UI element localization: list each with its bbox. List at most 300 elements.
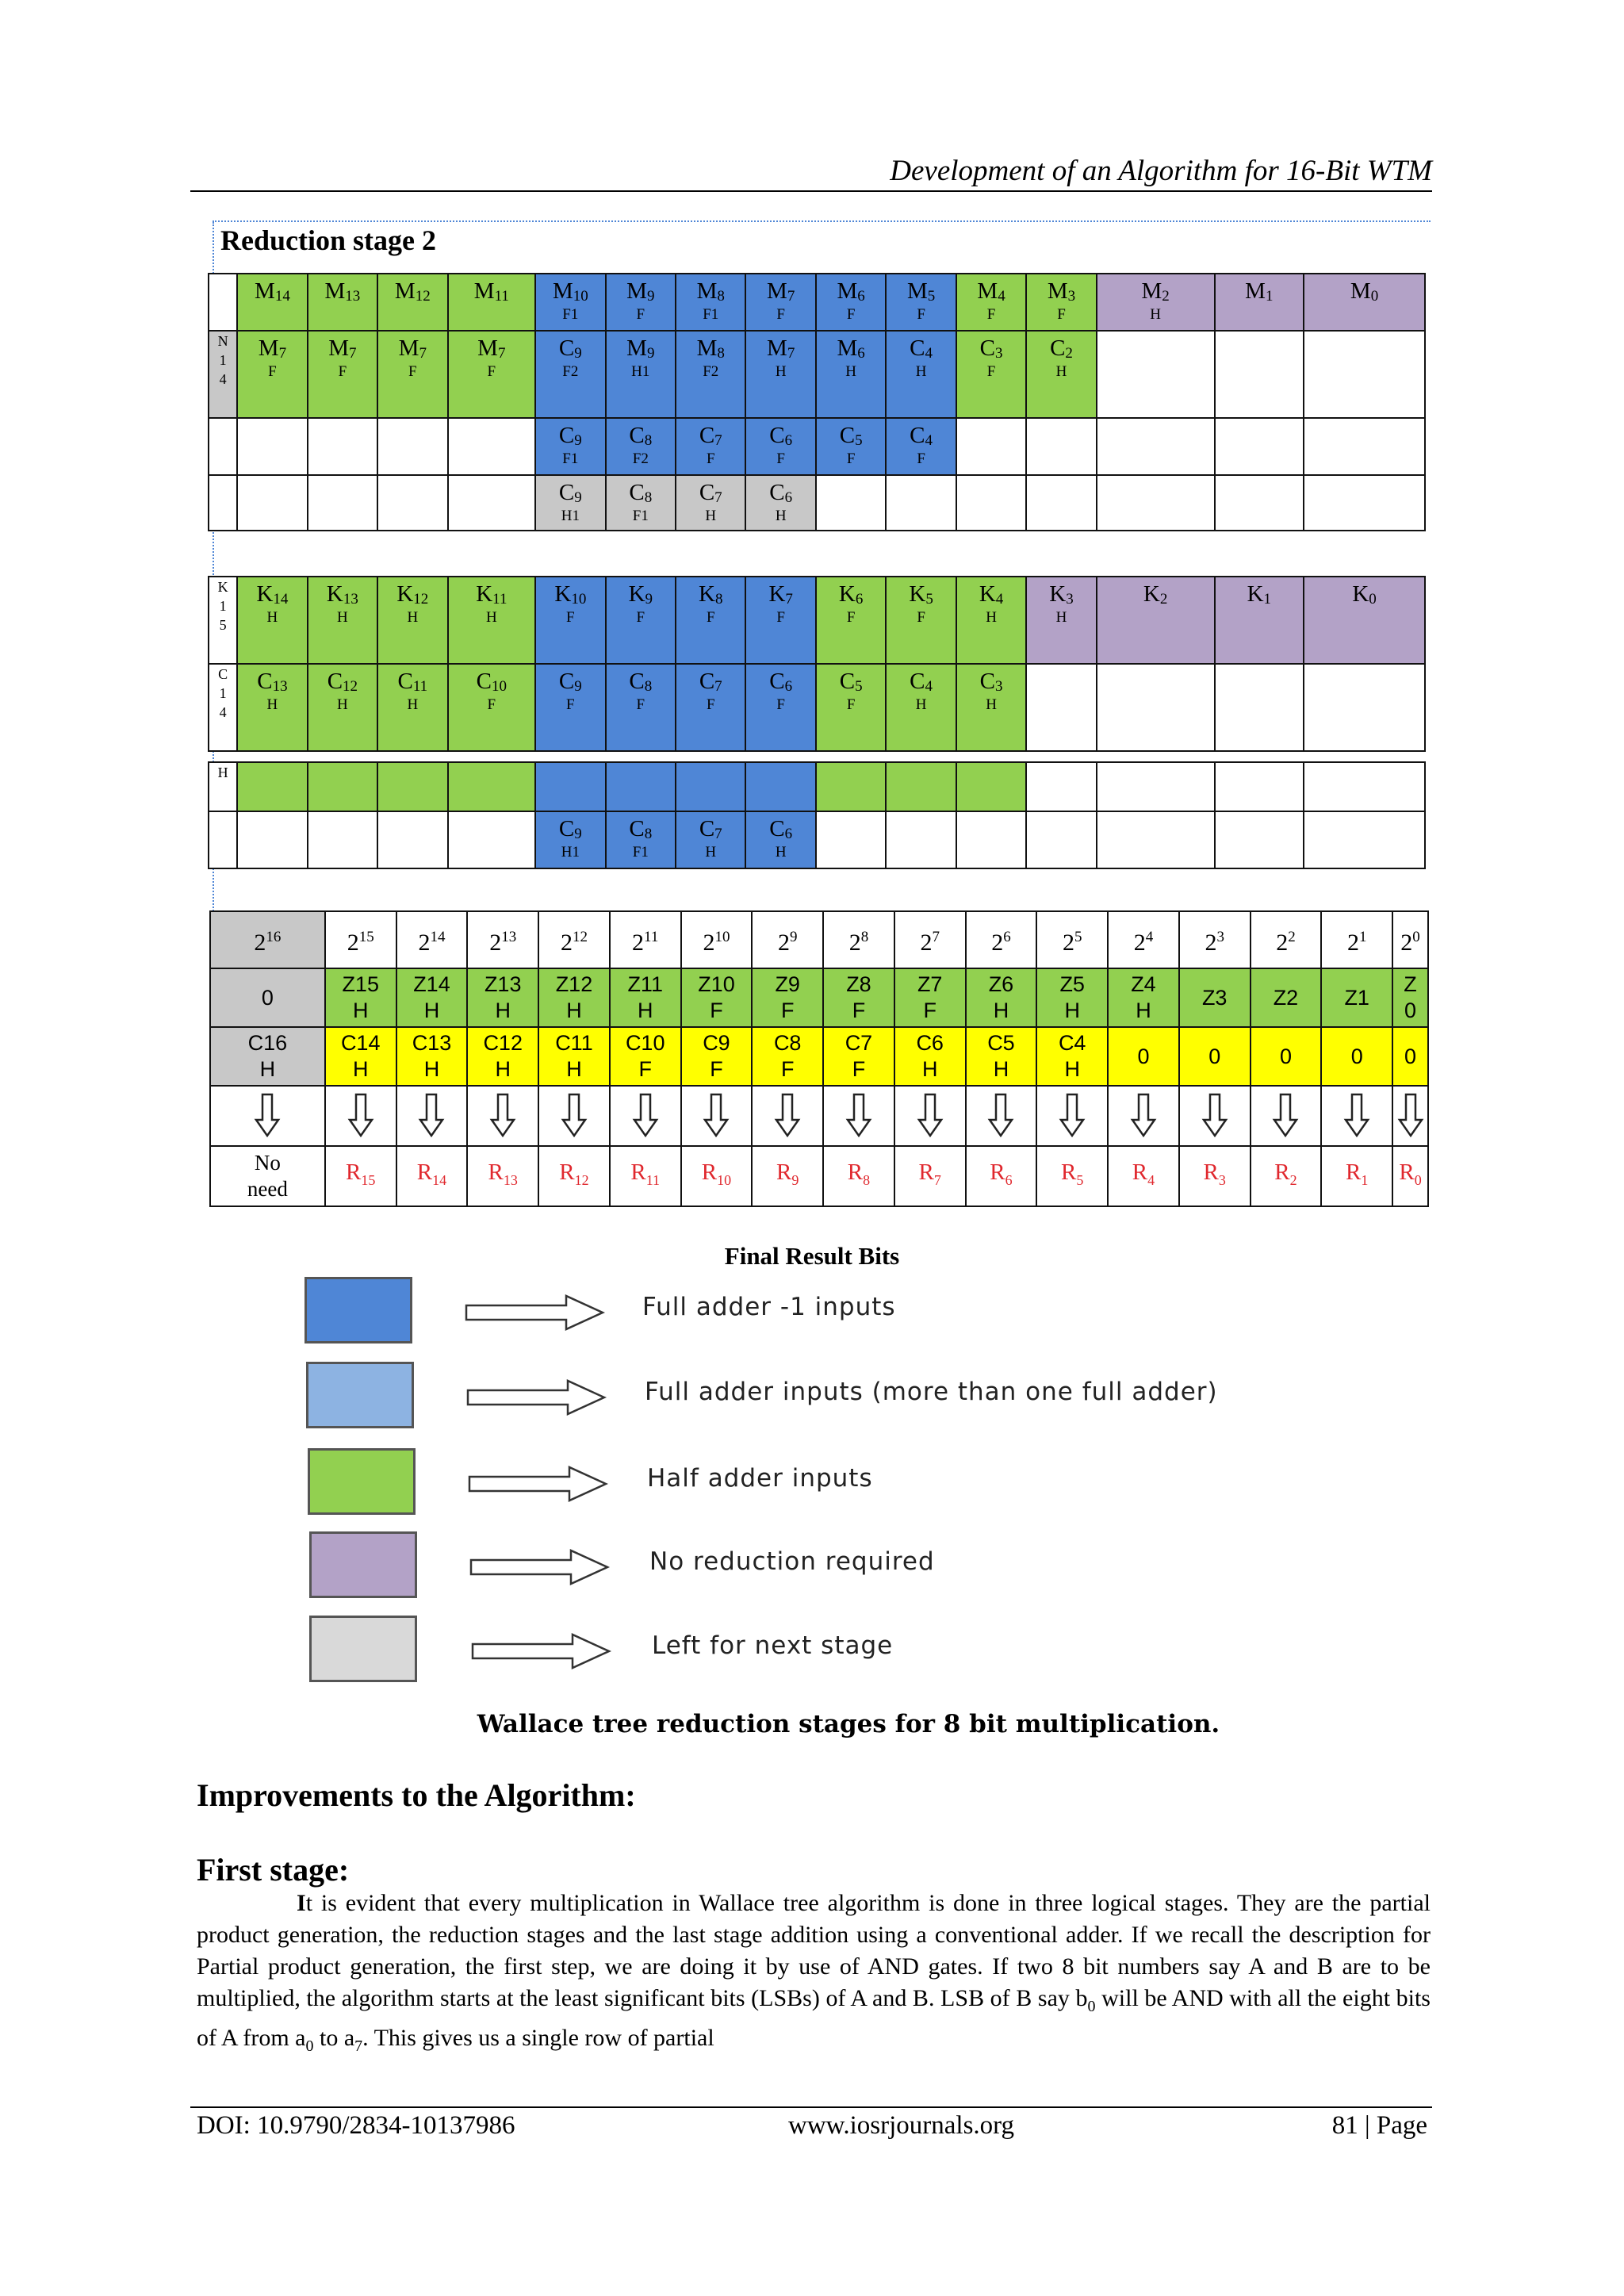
bit-index: 5 [855, 678, 863, 695]
power-base: 2 [560, 930, 573, 956]
bit-letter: C [476, 669, 492, 694]
bit-cell [745, 331, 815, 418]
right-arrow-icon [469, 1631, 612, 1671]
paragraph-text-4: . This gives us a single row of partial [362, 2025, 714, 2051]
bit-index: 7 [714, 489, 722, 506]
row-lead-char: 5 [219, 617, 227, 633]
bit-index: 13 [272, 678, 288, 695]
bit-cell [535, 331, 605, 418]
cell-value: Z [1404, 972, 1417, 996]
bit-cell [606, 274, 676, 331]
bit-cell [886, 331, 956, 418]
bit-index: 7 [349, 345, 357, 362]
power-cell [1251, 911, 1322, 968]
bit-label [238, 332, 306, 362]
no-need-cell [210, 1146, 325, 1206]
arrow-cell [1036, 1086, 1108, 1146]
cell-value: Z8 [846, 972, 871, 996]
sum-cell [538, 968, 610, 1027]
bit-index: 0 [1369, 591, 1377, 608]
bit-index: 7 [785, 591, 793, 608]
table-row [209, 577, 1425, 664]
bit-label [887, 419, 955, 449]
sum-cell [1392, 968, 1428, 1027]
bit-letter: M [1350, 278, 1371, 304]
bit-cell [886, 577, 956, 664]
sum-cell [610, 968, 681, 1027]
cell-adder-tag: H [259, 1057, 276, 1081]
cell-value: Z12 [555, 972, 593, 996]
sum-cell [1108, 1027, 1179, 1086]
row-lead-cell [209, 762, 237, 811]
down-arrow-icon [1199, 1091, 1231, 1139]
sum-cell [467, 1027, 538, 1086]
power-base: 2 [848, 930, 861, 956]
bit-label [1304, 577, 1424, 608]
bit-cell [308, 418, 377, 475]
adder-tag: F [917, 450, 925, 467]
subscript-b0: 0 [1087, 1998, 1096, 2015]
bit-letter: K [326, 581, 343, 607]
bit-cell [377, 274, 447, 331]
row-lead-cell [209, 331, 237, 418]
bit-index: 13 [343, 591, 358, 608]
down-arrow-icon [251, 1091, 283, 1139]
adder-tag: H [705, 844, 717, 861]
bit-index: 2 [1159, 591, 1168, 608]
bit-index: 4 [998, 288, 1005, 305]
adder-tag: F [776, 306, 785, 323]
down-arrow-icon [700, 1091, 732, 1139]
bit-cell [535, 577, 605, 664]
bit-index: 8 [717, 345, 725, 362]
bit-letter: K [1143, 581, 1160, 607]
adder-tag: F [776, 450, 785, 467]
bit-label [746, 577, 814, 608]
body-paragraph [197, 1888, 1431, 2062]
bit-index: 4 [995, 591, 1004, 608]
bit-letter: C [910, 423, 925, 448]
bit-cell [448, 762, 536, 811]
bit-letter: C [558, 669, 575, 694]
result-letter: R [1399, 1159, 1415, 1185]
bit-label [887, 665, 955, 695]
bit-cell [535, 811, 605, 868]
bit-cell [956, 331, 1026, 418]
sum-cell [966, 1027, 1037, 1086]
power-cell [1392, 911, 1428, 968]
bit-letter: M [398, 335, 419, 361]
sum-cell [752, 968, 823, 1027]
paragraph-text-3: to a [313, 2025, 355, 2051]
bit-label [676, 419, 745, 449]
bit-letter: K [909, 581, 926, 607]
bit-index: 3 [1066, 591, 1074, 608]
result-letter: R [701, 1159, 718, 1185]
bit-cell [1026, 418, 1096, 475]
bit-label [607, 274, 675, 305]
row-lead-char: H [217, 765, 228, 780]
cell-adder-tag: H [352, 1057, 369, 1081]
bit-label [607, 332, 675, 362]
bit-cell [606, 811, 676, 868]
reduction-table-3 [208, 761, 1426, 869]
bit-label [817, 419, 885, 449]
row-lead-cell [209, 475, 237, 531]
arrow-cell [396, 1086, 468, 1146]
cell-value: C7 [845, 1031, 873, 1055]
bit-letter: C [839, 423, 856, 448]
power-base: 2 [1062, 930, 1074, 956]
final-result-table [209, 910, 1429, 1207]
adder-tag: H [845, 363, 857, 380]
no-need-text: No [254, 1151, 281, 1175]
bit-cell [606, 331, 676, 418]
bit-index: 10 [571, 591, 587, 608]
power-exponent: 8 [860, 929, 869, 945]
bit-cell [237, 762, 307, 811]
bit-letter: M [977, 278, 998, 304]
cell-adder-tag: H [495, 999, 511, 1022]
result-letter: R [559, 1159, 575, 1185]
result-bit-cell [1392, 1146, 1428, 1206]
power-exponent: 14 [430, 929, 446, 945]
bit-label [1027, 274, 1095, 305]
bit-cell [308, 577, 377, 664]
sum-cell [681, 968, 753, 1027]
power-exponent: 9 [789, 929, 798, 945]
sum-cell [1392, 1027, 1428, 1086]
bit-letter: C [699, 816, 715, 841]
adder-tag: F [776, 696, 785, 713]
cell-adder-tag: H [495, 1057, 511, 1081]
power-exponent: 4 [1145, 929, 1154, 945]
bit-index: 7 [787, 345, 795, 362]
bit-letter: K [476, 581, 493, 607]
bit-letter: C [629, 480, 645, 505]
bit-label [607, 577, 675, 608]
arrow-cell [1108, 1086, 1179, 1146]
cell-adder-tag: F [852, 1057, 866, 1081]
bit-cell [308, 274, 377, 331]
bit-cell [606, 577, 676, 664]
bit-cell [1097, 811, 1215, 868]
adder-tag: F [268, 363, 277, 380]
bit-cell [1026, 475, 1096, 531]
adder-tag: F [338, 363, 347, 380]
sum-cell [1036, 1027, 1108, 1086]
row-lead-char: 1 [219, 685, 227, 701]
power-base: 2 [991, 930, 1004, 956]
bit-cell [606, 664, 676, 751]
adder-tag: H1 [561, 844, 580, 861]
bit-index: 5 [855, 432, 863, 449]
bit-index: 7 [714, 826, 722, 842]
cell-adder-tag: H [637, 999, 653, 1022]
bit-cell [308, 811, 377, 868]
cell-adder-tag: F [710, 1057, 723, 1081]
bit-letter: M [837, 335, 858, 361]
bit-index: 12 [343, 678, 358, 695]
adder-tag: H [775, 363, 787, 380]
arrow-cell [467, 1086, 538, 1146]
subsection-heading: First stage: [197, 1852, 350, 1888]
sum-cell [1251, 1027, 1322, 1086]
bit-label [957, 665, 1025, 695]
arrow-cell [210, 1086, 325, 1146]
cell-value: Z14 [413, 972, 450, 996]
footer-page-number: 81 | Page [1331, 2111, 1427, 2140]
bit-cell [676, 811, 745, 868]
bit-index: 5 [927, 288, 936, 305]
bit-cell [535, 418, 605, 475]
sum-cell [325, 1027, 396, 1086]
bit-letter: C [629, 816, 645, 841]
bit-letter: M [477, 335, 498, 361]
result-bit-cell [1179, 1146, 1251, 1206]
bit-cell [1097, 475, 1215, 531]
sum-cell [752, 1027, 823, 1086]
legend-swatch [309, 1616, 417, 1682]
bit-index: 10 [492, 678, 507, 695]
bit-letter: K [628, 581, 645, 607]
adder-tag: F1 [632, 508, 649, 524]
bit-letter: C [558, 335, 575, 361]
bit-index: 5 [925, 591, 933, 608]
bit-cell [308, 331, 377, 418]
bit-letter: K [554, 581, 572, 607]
adder-tag: F1 [562, 450, 579, 467]
cell-value: C14 [340, 1031, 381, 1055]
bit-label [1216, 577, 1304, 608]
cell-value: Z4 [1131, 972, 1156, 996]
bit-letter: M [1245, 278, 1266, 304]
power-cell [823, 911, 894, 968]
right-arrow-icon [468, 1547, 611, 1587]
sum-cell [1321, 968, 1392, 1027]
result-index: 11 [645, 1171, 661, 1188]
row-lead-cell [209, 664, 237, 751]
bit-cell [1304, 331, 1425, 418]
bit-label [817, 274, 885, 305]
bit-letter: K [1247, 581, 1264, 607]
power-cell [966, 911, 1037, 968]
power-base: 2 [703, 930, 715, 956]
cell-value: Z6 [988, 972, 1014, 996]
footer-website: www.iosrjournals.org [788, 2111, 1015, 2140]
down-arrow-icon [914, 1091, 946, 1139]
bit-letter: C [558, 816, 575, 841]
power-exponent: 1 [1358, 929, 1367, 945]
bit-letter: K [699, 581, 715, 607]
bit-cell [676, 274, 745, 331]
bit-index: 11 [412, 678, 428, 695]
result-letter: R [847, 1159, 864, 1185]
bit-cell [1026, 331, 1096, 418]
bit-index: 9 [646, 288, 655, 305]
power-exponent: 5 [1074, 929, 1082, 945]
sum-cell [538, 1027, 610, 1086]
bit-index: 7 [714, 432, 722, 449]
adder-tag: F2 [703, 363, 719, 380]
bit-index: 8 [644, 489, 653, 506]
bit-index: 6 [855, 591, 864, 608]
adder-tag: H [775, 508, 787, 524]
result-bit-cell [1321, 1146, 1392, 1206]
bit-letter: K [396, 581, 414, 607]
arrow-cell [752, 1086, 823, 1146]
power-exponent: 15 [358, 929, 374, 945]
down-arrow-icon [630, 1091, 661, 1139]
bit-cell [1026, 274, 1096, 331]
bit-index: 6 [857, 345, 865, 362]
sum-cell [1036, 968, 1108, 1027]
adder-tag: F1 [562, 306, 579, 323]
result-index: 8 [863, 1171, 871, 1188]
cell-value: Z3 [1201, 985, 1228, 1010]
bit-cell [1304, 577, 1425, 664]
bit-cell [1097, 418, 1215, 475]
bit-cell [956, 811, 1026, 868]
bit-index: 3 [1067, 288, 1076, 305]
legend-swatch [308, 1448, 416, 1515]
result-bit-cell [1036, 1146, 1108, 1206]
bit-cell [1026, 811, 1096, 868]
bit-label [676, 665, 745, 695]
cell-adder-tag: H [993, 999, 1009, 1022]
bit-cell [745, 475, 815, 531]
bit-label [1027, 577, 1095, 608]
cell-value: Z7 [917, 972, 943, 996]
bit-cell [886, 811, 956, 868]
paragraph-text-2: will be AND with all the eight bits of A from a [197, 1985, 1431, 2051]
adder-tag: H1 [561, 508, 580, 524]
adder-tag: F [636, 306, 645, 323]
down-arrow-icon [1395, 1091, 1427, 1139]
down-arrow-icon [1341, 1091, 1373, 1139]
bit-cell [1097, 274, 1215, 331]
cell-value: C5 [987, 1031, 1015, 1055]
cell-adder-tag: H [921, 1057, 938, 1081]
sum-cell [1108, 968, 1179, 1027]
cell-adder-tag: H [423, 999, 440, 1022]
bit-letter: K [768, 581, 786, 607]
result-letter: R [346, 1159, 362, 1185]
result-letter: R [1061, 1159, 1077, 1185]
table-row [209, 331, 1425, 418]
bit-cell [1097, 664, 1215, 751]
power-base: 2 [1400, 930, 1413, 956]
power-cell [325, 911, 396, 968]
bit-cell [237, 811, 307, 868]
bit-letter: C [629, 669, 645, 694]
result-index: 10 [717, 1171, 732, 1188]
cell-value: 0 [1279, 1044, 1292, 1068]
bit-cell [676, 577, 745, 664]
bit-index: 9 [645, 591, 653, 608]
bit-letter: M [1047, 278, 1068, 304]
adder-tag: F [1057, 306, 1066, 323]
sum-cell [1179, 1027, 1251, 1086]
power-cell [210, 911, 325, 968]
down-arrow-icon [558, 1091, 590, 1139]
bit-cell [745, 274, 815, 331]
bit-index: 12 [413, 591, 429, 608]
bit-cell [676, 418, 745, 475]
cell-adder-tag: H [1064, 1057, 1080, 1081]
bit-cell [956, 762, 1026, 811]
bit-cell [1097, 762, 1215, 811]
bit-letter: M [696, 278, 718, 304]
bit-label [449, 274, 535, 305]
adder-tag: F [636, 696, 645, 713]
bit-label [378, 577, 446, 608]
bit-label [536, 812, 604, 842]
subscript-a7: 7 [354, 2037, 363, 2055]
bit-letter: M [552, 278, 573, 304]
bit-label [676, 577, 745, 608]
bit-cell [448, 811, 536, 868]
bit-label [607, 665, 675, 695]
result-row [210, 1146, 1428, 1206]
bit-letter: C [769, 423, 785, 448]
adder-tag: F [846, 609, 856, 626]
bit-cell [237, 274, 307, 331]
bit-letter: M [626, 278, 647, 304]
power-base: 2 [347, 930, 359, 956]
bit-letter: C [910, 669, 925, 694]
adder-tag: F [636, 609, 645, 626]
adder-tag: H [407, 696, 419, 713]
cell-adder-tag: H [1064, 999, 1080, 1022]
bit-index: 1 [1263, 591, 1272, 608]
arrow-cell [325, 1086, 396, 1146]
bit-cell [1026, 664, 1096, 751]
bit-cell [1026, 762, 1096, 811]
bit-letter: C [699, 480, 715, 505]
bit-cell [448, 664, 536, 751]
cell-value: Z9 [775, 972, 800, 996]
bit-cell [377, 762, 447, 811]
bit-cell [606, 762, 676, 811]
bit-index: 1 [1265, 288, 1274, 305]
adder-tag: F [846, 450, 856, 467]
adder-tag: H [1150, 306, 1161, 323]
bit-index: 7 [419, 345, 427, 362]
bit-index: 9 [646, 345, 655, 362]
bit-index: 8 [644, 678, 653, 695]
figure-top-border [213, 220, 1431, 222]
sum-cell [396, 968, 468, 1027]
adder-tag: H [986, 609, 997, 626]
row-lead-char: 1 [219, 352, 227, 368]
cell-adder-tag: H [352, 999, 369, 1022]
bit-label [1097, 274, 1214, 305]
sum-cell [610, 1027, 681, 1086]
adder-tag: H [915, 696, 927, 713]
result-bit-cell [325, 1146, 396, 1206]
bit-cell [745, 811, 815, 868]
cell-value: 0 [1350, 1044, 1363, 1068]
bit-label [746, 665, 814, 695]
bit-index: 8 [644, 826, 653, 842]
power-base: 2 [418, 930, 431, 956]
cell-value: Z2 [1273, 985, 1299, 1010]
bit-letter: M [473, 278, 495, 304]
result-bit-cell [681, 1146, 753, 1206]
subscript-a0: 0 [305, 2037, 314, 2055]
bit-letter: C [699, 669, 715, 694]
